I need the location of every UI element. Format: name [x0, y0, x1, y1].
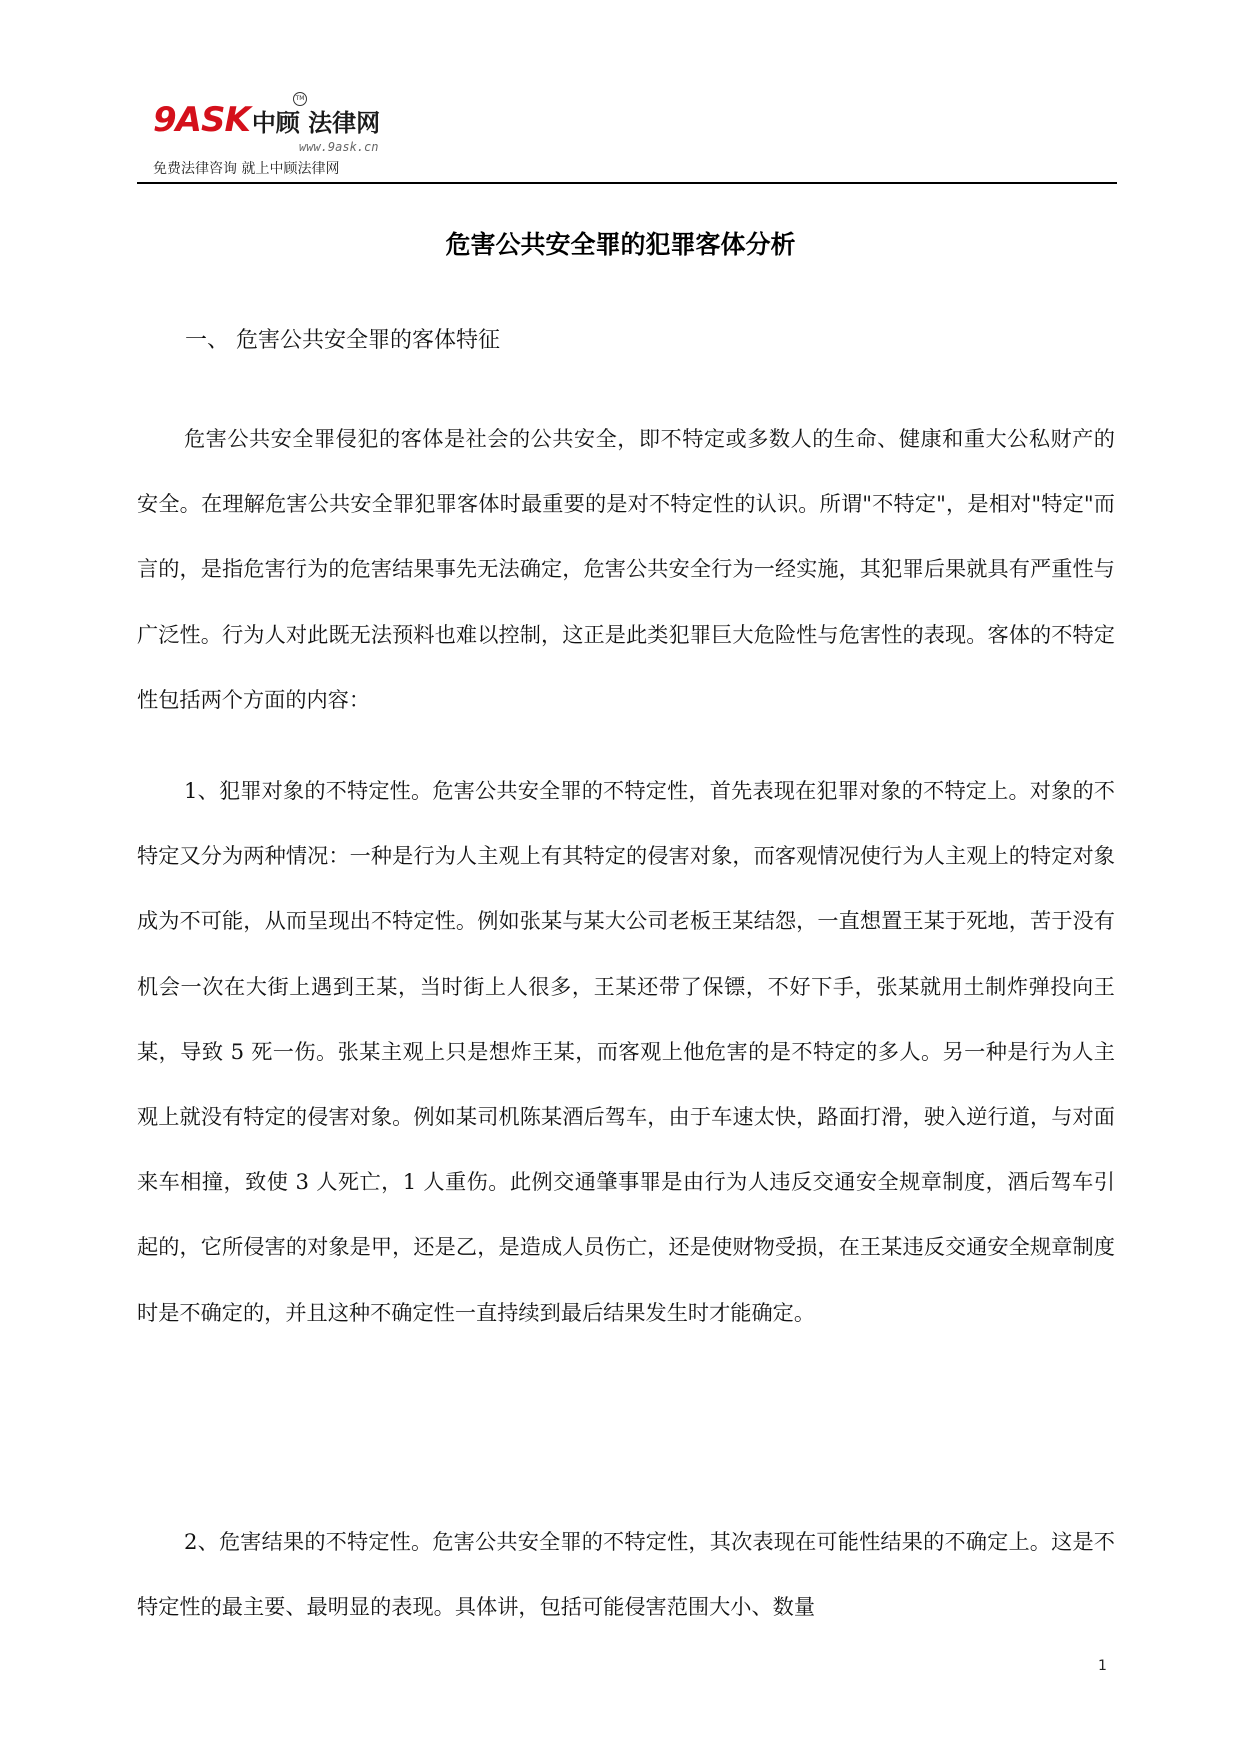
- header-divider: [137, 182, 1117, 184]
- section-heading: 一、 危害公共安全罪的客体特征: [185, 328, 500, 353]
- paragraph: 危害公共安全罪侵犯的客体是社会的公共安全，即不特定或多数人的生命、健康和重大公私财产的安全。在理解危害公共安全罪犯罪客体时最重要的是对不特定性的认识。所谓"不特定"，是相对"特定"而言的，是指危害行为的危害结果事先无法确定，危害公共安全行为一经实施，其犯罪后果就具有严重性与广泛性。行为人对此既无法预料也难以控制，这正是此类犯罪巨大危险性与危害性的表现。客体的不特定性包括两个方面的内容：: [137, 426, 1115, 712]
- page-header: [137, 92, 1117, 184]
- logo-brand-en: 9ASK: [153, 100, 250, 140]
- paragraph: 2、危害结果的不特定性。危害公共安全罪的不特定性，其次表现在可能性结果的不确定上。这是不特定性的最主要、最明显的表现。具体讲，包括可能侵害范围大小、数量: [137, 1529, 1115, 1620]
- logo-url: www.9ask.cn: [299, 140, 379, 154]
- logo-slogan: 免费法律咨询 就上中顾法律网: [153, 161, 340, 177]
- trademark-icon: TM: [293, 92, 307, 106]
- page-number: 1: [1098, 1658, 1107, 1674]
- paragraph: 1、犯罪对象的不特定性。危害公共安全罪的不特定性，首先表现在犯罪对象的不特定上。对象的不特定又分为两种情况：一种是行为人主观上有其特定的侵害对象，而客观情况使行为人主观上的特定对象成为不可能，从而呈现出不特定性。例如张某与某大公司老板王某结怨，一直想置王某于死地，苦于没有机会一次在大街上遇到王某，当时街上人很多，王某还带了保镖，不好下手，张某就用土制炸弹投向王某，导致 5 死一伤。张某主观上只是想炸王某，而客观上他危害的是不特定的多人。另一种是行为人主观上就没有特定的侵害对象。例如某司机陈某酒后驾车，由于车速太快，路面打滑，驶入逆行道，与对面来车相撞，致使 3 人死亡，1 人重伤。此例交通肇事罪是由行为人违反交通安全规章制度，酒后驾车引起的，它所侵害的对象是甲，还是乙，是造成人员伤亡，还是使财物受损，在王某违反交通安全规章制度时是不确定的，并且这种不确定性一直持续到最后结果发生时才能确定。: [137, 778, 1115, 1325]
- logo-brand: [153, 98, 380, 142]
- logo-brand-cn: 中顾 法律网: [251, 109, 381, 137]
- site-logo: [153, 95, 413, 178]
- document-title: 危害公共安全罪的犯罪客体分析: [445, 230, 796, 259]
